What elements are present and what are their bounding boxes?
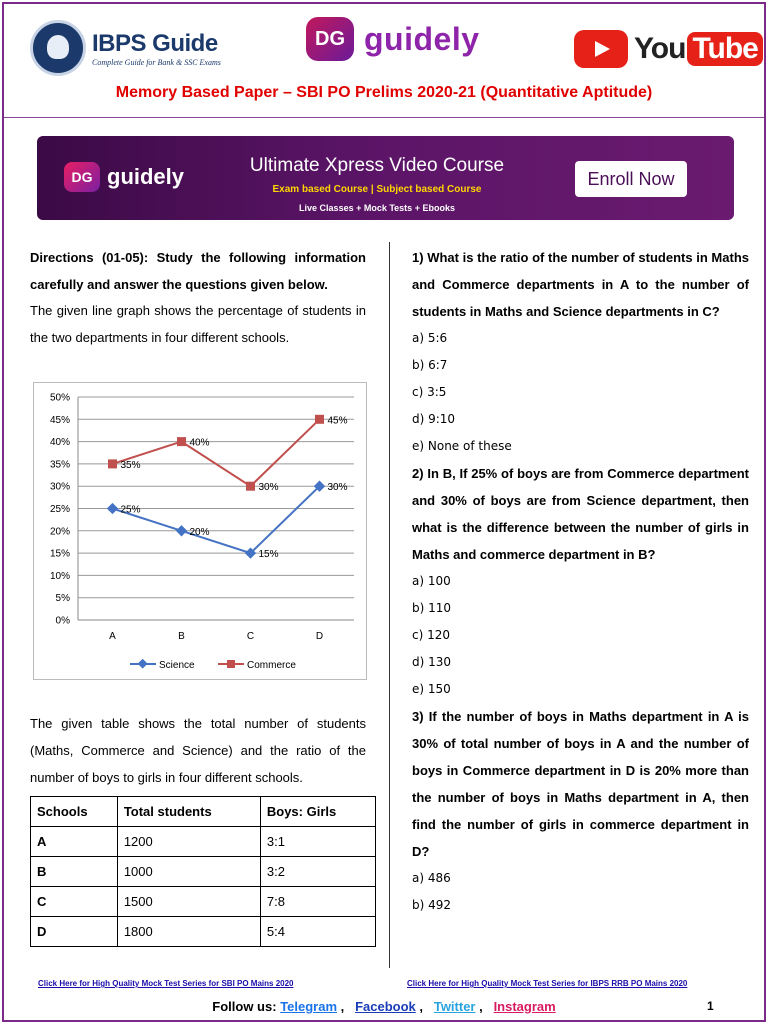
y-tick-label: 10% [49, 570, 70, 582]
header-boys-girls: Boys: Girls [260, 797, 375, 827]
banner-guidely-word: guidely [107, 164, 185, 189]
graph-intro: The given line graph shows the percentage of students in the two departments in four different schools. [30, 303, 366, 345]
table-cell: 1000 [117, 857, 260, 887]
q1-option-b[interactable]: b) 6:7 [412, 358, 448, 372]
guidely-wordmark: guidely [364, 20, 480, 57]
table-row [31, 917, 376, 947]
x-tick-label: A [109, 631, 116, 642]
q1-option-d[interactable]: d) 9:10 [412, 412, 456, 426]
series-line-science [113, 486, 320, 553]
youtube-you: You [634, 32, 686, 65]
ibps-tagline: Complete Guide for Bank & SSC Exams [92, 57, 221, 67]
y-tick-label: 15% [49, 548, 70, 560]
table-cell: 1800 [117, 917, 260, 947]
page-number: 1 [707, 999, 714, 1013]
enroll-now-button[interactable]: Enroll Now [575, 161, 687, 197]
banner-dg-icon: DG [64, 162, 100, 192]
table-cell: B [31, 857, 118, 887]
table-cell: D [31, 917, 118, 947]
table-cell: 3:2 [260, 857, 375, 887]
x-tick-label: D [315, 631, 324, 642]
table-cell: A [31, 827, 118, 857]
banner-features: Live Classes + Mock Tests + Ebooks [299, 203, 455, 213]
follow-us-label: Follow us: [212, 999, 277, 1014]
data-label: 25% [120, 504, 141, 516]
y-tick-label: 20% [49, 526, 70, 538]
banner-subtitle: Exam based Course | Subject based Course [272, 184, 482, 195]
data-label: 20% [189, 526, 210, 538]
line-chart-container [33, 382, 367, 680]
table-cell: C [31, 887, 118, 917]
data-label: 40% [189, 437, 210, 449]
guidely-dg-icon: DG [306, 17, 354, 61]
table-cell: 1500 [117, 887, 260, 917]
twitter-link[interactable]: Twitter [433, 999, 476, 1014]
sbi-po-mock-link[interactable]: Click Here for High Quality Mock Test Series for SBI PO Mains 2020 [38, 979, 294, 988]
guidely-logo[interactable] [306, 17, 480, 61]
directions-text: Directions (01-05): Study the following information carefully and answer the questions given below. [30, 250, 366, 292]
q1-option-c[interactable]: c) 3:5 [412, 385, 447, 399]
ibps-guide-logo[interactable] [30, 20, 221, 76]
x-tick-label: B [178, 631, 185, 642]
legend-label: Commerce [247, 660, 296, 671]
table-header-row [31, 797, 376, 827]
header-divider [4, 117, 764, 118]
table-intro: The given table shows the total number of students (Maths, Commerce and Science) and the ratio of the number of boys to girls in four different schools. [30, 716, 366, 785]
legend-label: Science [159, 660, 195, 671]
q2-option-d[interactable]: d) 130 [412, 655, 452, 669]
q2-option-a[interactable]: a) 100 [412, 574, 451, 588]
banner-title: Ultimate Xpress Video Course [249, 155, 505, 176]
paper-title: Memory Based Paper – SBI PO Prelims 2020-21 (Quantitative Aptitude) [115, 84, 653, 101]
table-cell: 3:1 [260, 827, 375, 857]
y-tick-label: 25% [49, 504, 70, 515]
y-tick-label: 35% [49, 459, 70, 471]
table-cell: 7:8 [260, 887, 375, 917]
y-tick-label: 5% [55, 593, 70, 605]
data-point [176, 525, 187, 536]
q2-option-e[interactable]: e) 150 [412, 682, 451, 696]
q2-option-b[interactable]: b) 110 [412, 601, 452, 615]
y-tick-label: 30% [49, 481, 70, 493]
q3-option-a[interactable]: a) 486 [412, 871, 451, 885]
data-point [108, 459, 117, 468]
data-point [315, 415, 324, 424]
series-line-commerce [113, 419, 320, 486]
youtube-tube: Tube [687, 32, 762, 66]
y-tick-label: 45% [49, 414, 70, 426]
q1-option-e[interactable]: e) None of these [412, 439, 512, 453]
data-label: 35% [120, 459, 141, 471]
data-point [177, 437, 186, 446]
follow-us-bar: Follow us: Telegram , Facebook , Twitter , Instagram [212, 999, 556, 1014]
students-table [30, 796, 376, 947]
question-1: 1) What is the ratio of the number of students in Maths and Commerce departments in A to the number of students in Maths and Science departments in C? [412, 250, 749, 319]
table-cell: 5:4 [260, 917, 375, 947]
youtube-logo[interactable] [574, 30, 763, 68]
banner-guidely-logo [64, 162, 184, 192]
ibps-title: IBPS Guide [92, 29, 218, 57]
data-label: 30% [327, 482, 348, 494]
data-label: 30% [258, 482, 279, 494]
data-label: 15% [258, 549, 279, 561]
instagram-link[interactable]: Instagram [493, 999, 556, 1014]
facebook-link[interactable]: Facebook [355, 999, 416, 1014]
data-point [107, 503, 118, 514]
table-cell: 1200 [117, 827, 260, 857]
legend-marker [138, 659, 148, 669]
y-tick-label: 0% [55, 615, 70, 627]
question-2: 2) In B, If 25% of boys are from Commerce department and 30% of boys are from Science department, then what is the difference between the number of girls in Maths and commerce department in B? [412, 466, 749, 562]
x-tick-label: C [246, 631, 255, 642]
q1-option-a[interactable]: a) 5:6 [412, 331, 448, 345]
q2-option-c[interactable]: c) 120 [412, 628, 450, 642]
table-row [31, 827, 376, 857]
y-tick-label: 50% [49, 392, 70, 404]
ibps-head-icon [30, 20, 86, 76]
youtube-play-icon [574, 30, 628, 68]
header-total-students: Total students [117, 797, 260, 827]
y-tick-label: 40% [49, 437, 70, 449]
question-3: 3) If the number of boys in Maths department in A is 30% of total number of boys in A and the number of boys in Commerce department in D is 20% more than the number of boys in Maths department in A, then find the number of girls in commerce department in D? [412, 709, 749, 859]
table-row [31, 887, 376, 917]
column-divider [389, 242, 390, 968]
data-label: 45% [327, 415, 348, 427]
line-chart [34, 383, 368, 681]
table-row [31, 857, 376, 887]
data-point [246, 482, 255, 491]
q3-option-b[interactable]: b) 492 [412, 898, 452, 912]
rrb-po-mock-link[interactable]: Click Here for High Quality Mock Test Series for IBPS RRB PO Mains 2020 [407, 979, 688, 988]
telegram-link[interactable]: Telegram [280, 999, 338, 1014]
legend-marker [227, 660, 235, 668]
header-schools: Schools [31, 797, 118, 827]
